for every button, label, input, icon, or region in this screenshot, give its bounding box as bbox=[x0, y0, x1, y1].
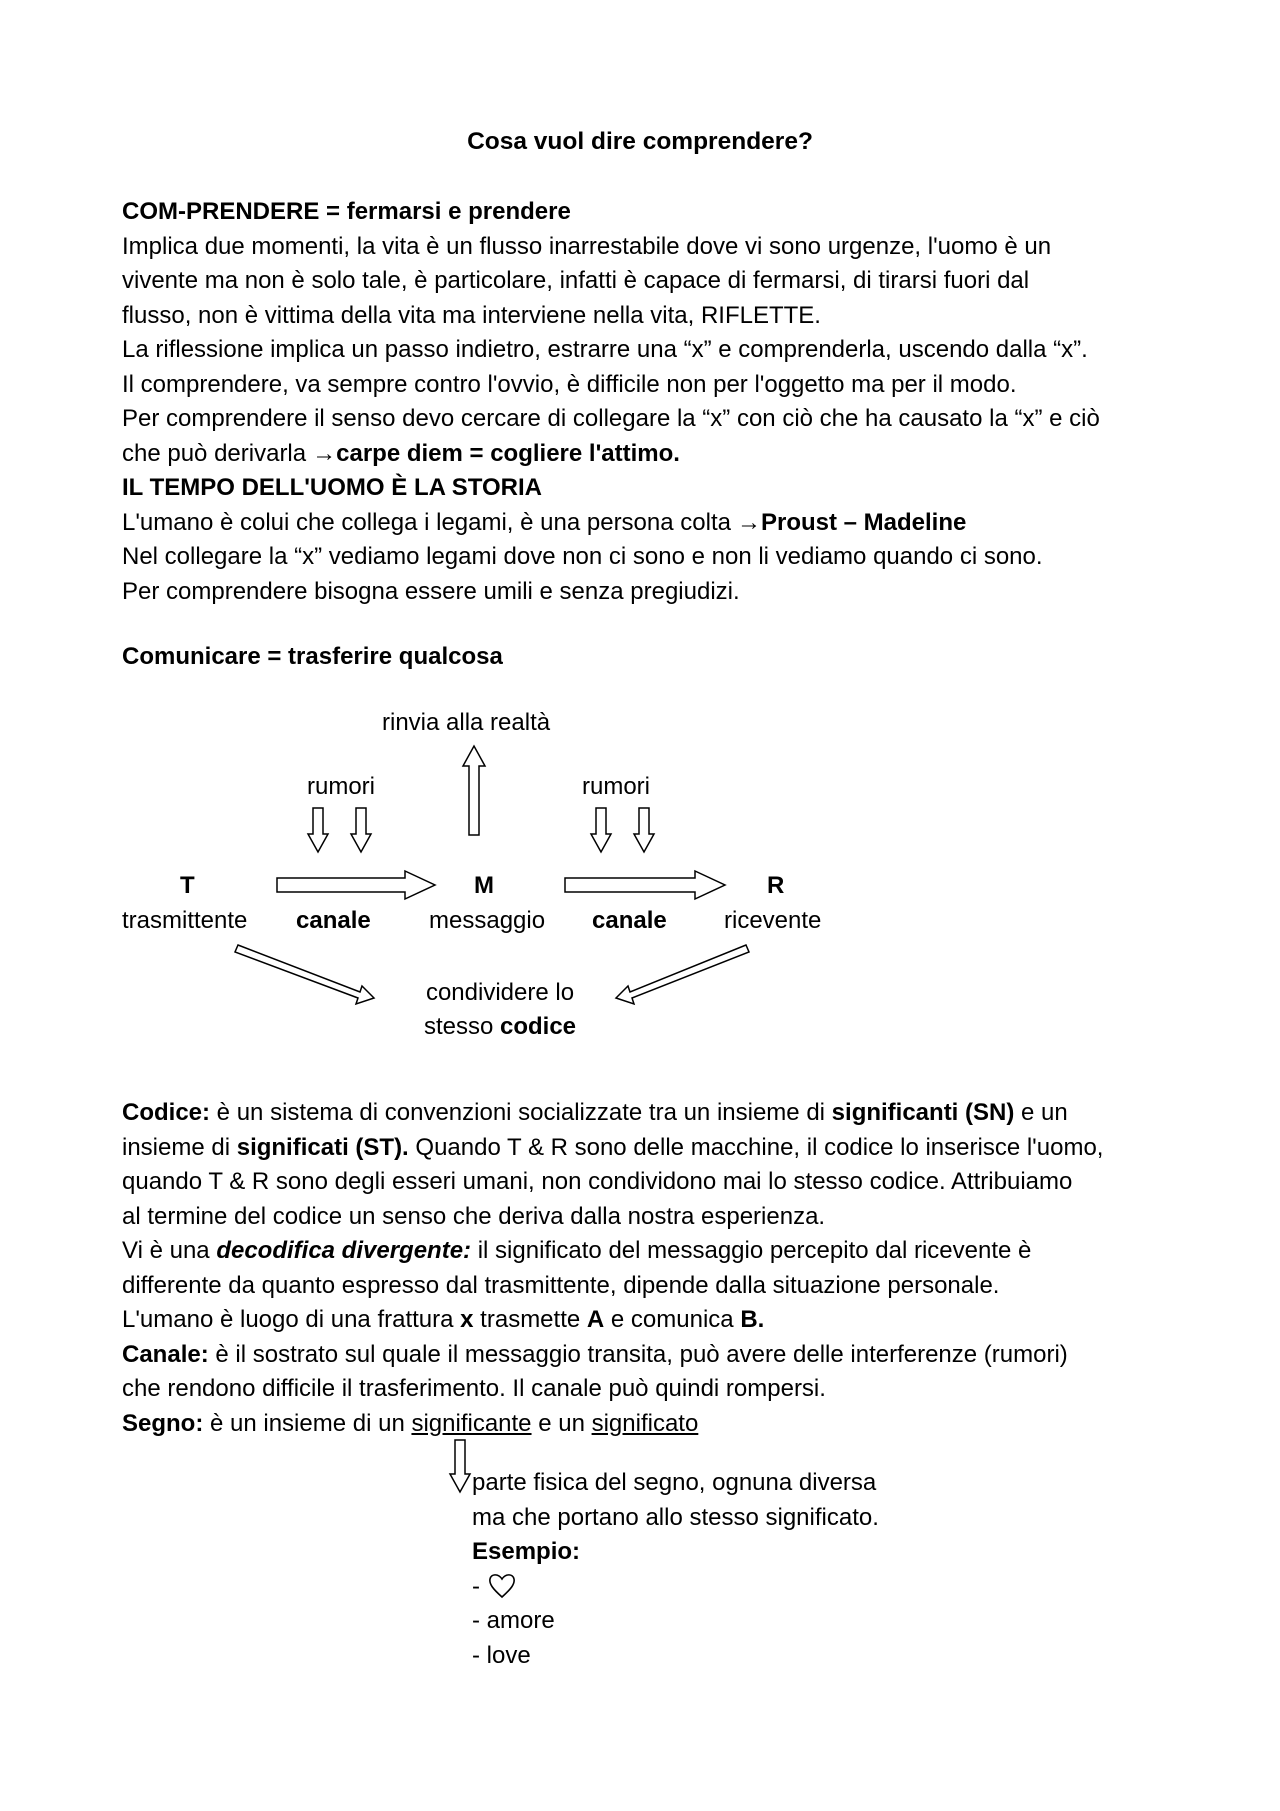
section-comunicare bbox=[122, 640, 1182, 675]
example-item: - love bbox=[472, 1641, 531, 1669]
right-arrow-icon: → bbox=[736, 508, 761, 536]
channel-label-right: canale bbox=[592, 907, 667, 934]
significato-term: significato bbox=[591, 1409, 699, 1437]
text-fragment: che può derivarla bbox=[122, 439, 307, 467]
paragraph-line: differente da quanto espresso dal trasmittente, dipende dalla situazione personale. bbox=[122, 1271, 1000, 1299]
significanti-term: significanti (SN) bbox=[831, 1099, 1015, 1126]
paragraph-line: che rendono difficile il trasferimento. Il canale può quindi rompersi. bbox=[122, 1375, 826, 1402]
shared-code-line1: condividere lo bbox=[425, 979, 575, 1006]
paragraph-line bbox=[122, 1131, 1182, 1166]
text-fragment: e comunica bbox=[604, 1306, 741, 1333]
paragraph-line: ma che portano allo stesso significato. bbox=[472, 1503, 879, 1531]
significati-term: significati (ST). bbox=[236, 1133, 409, 1161]
paragraph-line: vivente ma non è solo tale, è particolare, infatti è capace di fermarsi, di tirarsi fuori dal bbox=[122, 267, 1030, 294]
proust-text: Proust – Madeline bbox=[760, 508, 967, 536]
paragraph-line bbox=[122, 1338, 1182, 1373]
x-term: x bbox=[460, 1306, 474, 1333]
right-arrow-icon bbox=[277, 871, 435, 899]
paragraph-line bbox=[122, 1096, 1182, 1131]
segno-label: Segno: bbox=[122, 1409, 204, 1437]
down-arrow-icon bbox=[450, 1440, 470, 1492]
text-fragment: è il sostrato sul quale il messaggio transita, può avere delle interferenze (rumori) bbox=[208, 1340, 1068, 1368]
heading-com-prendere: COM-PRENDERE = fermarsi e prendere bbox=[122, 198, 571, 225]
a-term: A bbox=[586, 1306, 605, 1333]
paragraph-line: Il comprendere, va sempre contro l'ovvio, è difficile non per l'oggetto ma per il modo. bbox=[122, 370, 1017, 398]
paragraph-line bbox=[122, 1303, 1182, 1338]
shared-code-line2 bbox=[400, 1012, 600, 1042]
down-arrow-icon bbox=[351, 808, 371, 852]
paragraph-line: quando T & R sono degli esseri umani, non condividono mai lo stesso codice. Attribuiamo bbox=[122, 1168, 1073, 1195]
right-arrow-icon bbox=[565, 871, 725, 899]
significante-term: significante bbox=[411, 1409, 532, 1437]
paragraph-line: Implica due momenti, la vita è un flusso inarrestabile dove vi sono urgenze, l'uomo è un bbox=[122, 232, 1052, 260]
decodifica-term: decodifica divergente: bbox=[216, 1237, 472, 1264]
text-fragment: è un sistema di convenzioni socializzate tra un insieme di bbox=[210, 1099, 832, 1126]
codice-word: codice bbox=[500, 1013, 577, 1040]
text-fragment: L'umano è luogo di una frattura bbox=[122, 1306, 461, 1333]
down-arrow-icon bbox=[591, 808, 611, 852]
text-fragment: e un bbox=[1014, 1099, 1068, 1126]
paragraph-line: al termine del codice un senso che deriva dalla nostra esperienza. bbox=[122, 1202, 826, 1230]
example-item bbox=[472, 1570, 1072, 1605]
heading-tempo-storia: IL TEMPO DELL'UOMO È LA STORIA bbox=[122, 474, 542, 501]
canale-label: Canale: bbox=[122, 1340, 209, 1368]
text-fragment: Quando T & R sono delle macchine, il codice lo inserisce l'uomo, bbox=[408, 1133, 1104, 1161]
text-fragment: il significato del messaggio percepito dal ricevente è bbox=[471, 1237, 1032, 1264]
down-arrow-icon bbox=[634, 808, 654, 852]
transmitter-word: trasmittente bbox=[122, 907, 248, 934]
channel-label-left: canale bbox=[296, 907, 371, 934]
text-fragment: Vi è una bbox=[122, 1237, 217, 1264]
text-fragment: trasmette bbox=[473, 1306, 587, 1333]
text-fragment: L'umano è colui che collega i legami, è una persona colta bbox=[122, 508, 731, 536]
paragraph-line: Per comprendere bisogna essere umili e senza pregiudizi. bbox=[122, 577, 740, 605]
paragraph-line: Per comprendere il senso devo cercare di collegare la “x” con ciò che ha causato la “x” e ciò bbox=[122, 405, 1100, 432]
paragraph-line bbox=[122, 1234, 1182, 1269]
receiver-word: ricevente bbox=[724, 907, 822, 934]
message-word: messaggio bbox=[429, 907, 546, 934]
b-term: B. bbox=[740, 1306, 765, 1333]
diagonal-arrow-icon bbox=[616, 945, 749, 1004]
heart-outline-icon bbox=[487, 1570, 517, 1600]
text-fragment: insieme di bbox=[122, 1133, 237, 1161]
message-letter: M bbox=[474, 872, 494, 899]
example-label: Esempio: bbox=[472, 1538, 581, 1565]
noise-label-left: rumori bbox=[307, 773, 376, 800]
paragraph-line bbox=[122, 1407, 1182, 1442]
carpe-diem-text: carpe diem = cogliere l'attimo. bbox=[336, 439, 680, 467]
paragraph-line bbox=[122, 437, 1182, 472]
receiver-letter: R bbox=[767, 872, 785, 899]
text-fragment: è un insieme di un bbox=[203, 1409, 412, 1437]
diagram-top-label: rinvia alla realtà bbox=[382, 709, 551, 736]
right-arrow-icon: → bbox=[312, 439, 337, 467]
paragraph-line: La riflessione implica un passo indietro, estrarre una “x” e comprenderla, uscendo dalla “x”. bbox=[122, 336, 1088, 363]
section-codice bbox=[122, 1096, 1182, 1441]
transmitter-letter: T bbox=[180, 872, 195, 899]
heading-comunicare: Comunicare = trasferire qualcosa bbox=[122, 643, 503, 670]
paragraph-line bbox=[122, 506, 1182, 541]
text-fragment: e un bbox=[531, 1409, 592, 1437]
section-significante-detail bbox=[472, 1466, 1072, 1673]
diagonal-arrow-icon bbox=[235, 945, 374, 1004]
section-comprendere bbox=[122, 195, 1182, 609]
paragraph-line: parte fisica del segno, ognuna diversa bbox=[472, 1469, 877, 1496]
text-fragment: stesso bbox=[423, 1013, 494, 1040]
codice-label: Codice: bbox=[122, 1099, 211, 1126]
down-arrow-icon bbox=[308, 808, 328, 852]
up-arrow-icon bbox=[463, 746, 485, 835]
page-title: Cosa vuol dire comprendere? bbox=[467, 128, 813, 155]
noise-label-right: rumori bbox=[582, 773, 651, 800]
paragraph-line: Nel collegare la “x” vediamo legami dove non ci sono e non li vediamo quando ci sono. bbox=[122, 543, 1043, 570]
text-fragment: - bbox=[472, 1572, 487, 1600]
paragraph-line: flusso, non è vittima della vita ma interviene nella vita, RIFLETTE. bbox=[122, 301, 821, 329]
example-item: - amore bbox=[472, 1607, 555, 1634]
